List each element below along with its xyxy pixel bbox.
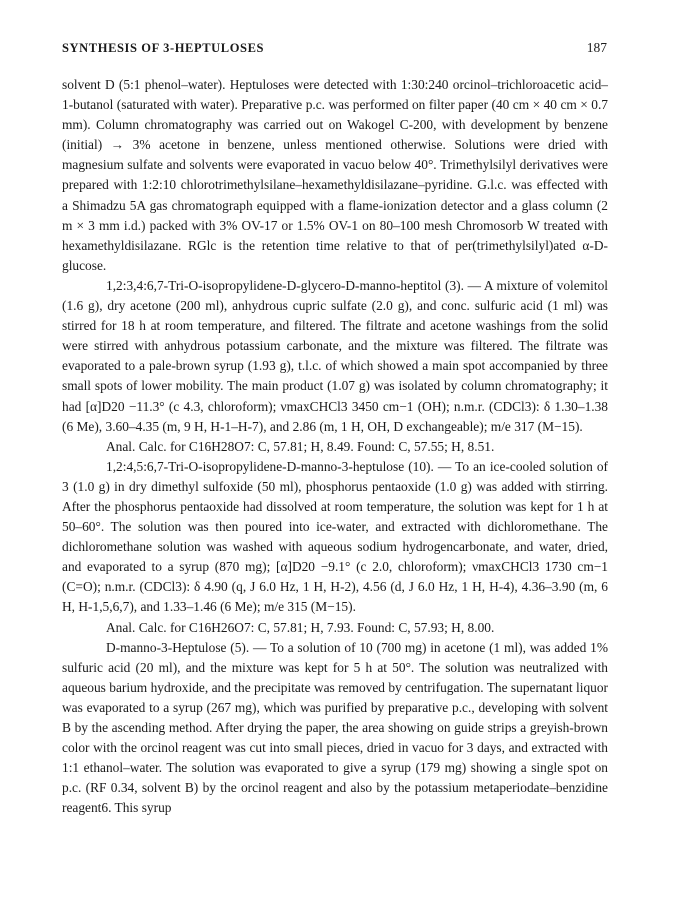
paragraph-heptulose-acetal-analysis: Anal. Calc. for C16H26O7: C, 57.81; H, 7.93. Found: C, 57.93; H, 8.00. [106, 619, 495, 635]
running-head: SYNTHESIS OF 3-HEPTULOSES [62, 41, 265, 55]
paragraph-heptitol-preparation: 1,2:3,4:6,7-Tri-O-isopropylidene-D-glycero-D-manno-heptitol (3). — A mixture of volemitol (1.6 g), dry acetone (200 ml), anhydrous cupric sulfate (2.0 g), and conc. sulfuric acid (1 ml) was stirred for 18 h at room temperature, and filtered. The filtrate and acetone washings from the solid were stirred with anhydrous potassium carbonate, and the mixture was filtered. The filtrate was evaporated to a pale-brown syrup (1.93 g), t.l.c. of which showed a main spot accompanied by three small spots of lower mobility. The main product (1.07 g) was isolated by column chromatography; it had [α]D20 −11.3° (c 4.3, chloroform); νmaxCHCl3 3450 cm−1 (OH); n.m.r. (CDCl3): δ 1.30–1.38 (6 Me), 3.60–4.35 (m, 9 H, H-1–H-7), and 2.86 (m, 1 H, OH, D exchangeable); m/e 317 (M−15). [62, 277, 608, 434]
paragraph-heptulose-preparation: D-manno-3-Heptulose (5). — To a solution of 10 (700 mg) in acetone (1 ml), was added 1% sulfuric acid (20 ml), and the mixture was kept for 5 h at 50°. The solution was neutralized with aqueous barium hydroxide, and the precipitate was removed by centrifugation. The supernatant liquor was evaporated to a syrup (267 mg), which was purified by preparative p.c., developing with solvent B by the ascending method. After drying the paper, the area showing on guide strips a greyish-brown color with the orcinol reagent was cut into small pieces, dried in vacuo for 3 days, and extracted with 1:1 ethanol–water. The solution was evaporated to give a syrup (179 mg) showing a single spot on p.c. (RF 0.34, solvent B) by the orcinol reagent and also by the potassium metaperiodate–benzidine reagent6. This syrup [62, 639, 608, 816]
paragraph-heptulose-acetal-preparation: 1,2:4,5:6,7-Tri-O-isopropylidene-D-manno-3-heptulose (10). — To an ice-cooled solution of 3 (1.0 g) in dry dimethyl sulfoxide (50 ml), phosphorus pentaoxide (1.0 g) was added with stirring. After the phosphorus pentaoxide had dissolved at room temperature, the solution was kept for 1 h at 50–60°. The solution was then poured into ice-water, and extracted with dichloromethane. The dichloromethane solution was washed with aqueous sodium hydrogencarbonate, and water, dried, and evaporated to a syrup (870 mg); [α]D20 −9.1° (c 2.0, chloroform); νmaxCHCl3 1730 cm−1 (C=O); n.m.r. (CDCl3): δ 4.90 (q, J 6.0 Hz, 1 H, H-2), 4.56 (d, J 6.0 Hz, 1 H, H-4), 4.36–3.90 (m, 6 H, H-1,5,6,7), and 1.33–1.46 (6 Me); m/e 315 (M−15). [62, 458, 608, 615]
body-text [62, 75, 608, 818]
paragraph-heptitol-analysis: Anal. Calc. for C16H28O7: C, 57.81; H, 8.49. Found: C, 57.55; H, 8.51. [106, 438, 495, 454]
paragraph-experimental-general: solvent D (5:1 phenol–water). Heptuloses were detected with 1:30:240 orcinol–trichloroacetic acid–1-butanol (saturated with water). Preparative p.c. was performed on filter paper (40 cm × 40 cm × 0.7 mm). Column chromatography was carried out on Wakogel C-200, with development by benzene (initial) → 3% acetone in benzene, unless mentioned otherwise. Solutions were dried with magnesium sulfate and solvents were evaporated in vacuo below 40°. Trimethylsilyl derivatives were prepared with 1:2:10 chlorotrimethylsilane–hexamethyldisilazane–pyridine. G.l.c. was effected with a Shimadzu 5A gas chromatograph equipped with a flame-ionization detector and a glass column (2 m × 3 mm i.d.) packed with 3% OV-17 or 1.5% OV-1 on 80–100 mesh Chromosorb W treated with hexamethyldisilazane. RGlc is the retention time relative to that of per(trimethylsilyl)ated α-D-glucose. [62, 77, 608, 273]
page-number: 187 [586, 40, 607, 55]
